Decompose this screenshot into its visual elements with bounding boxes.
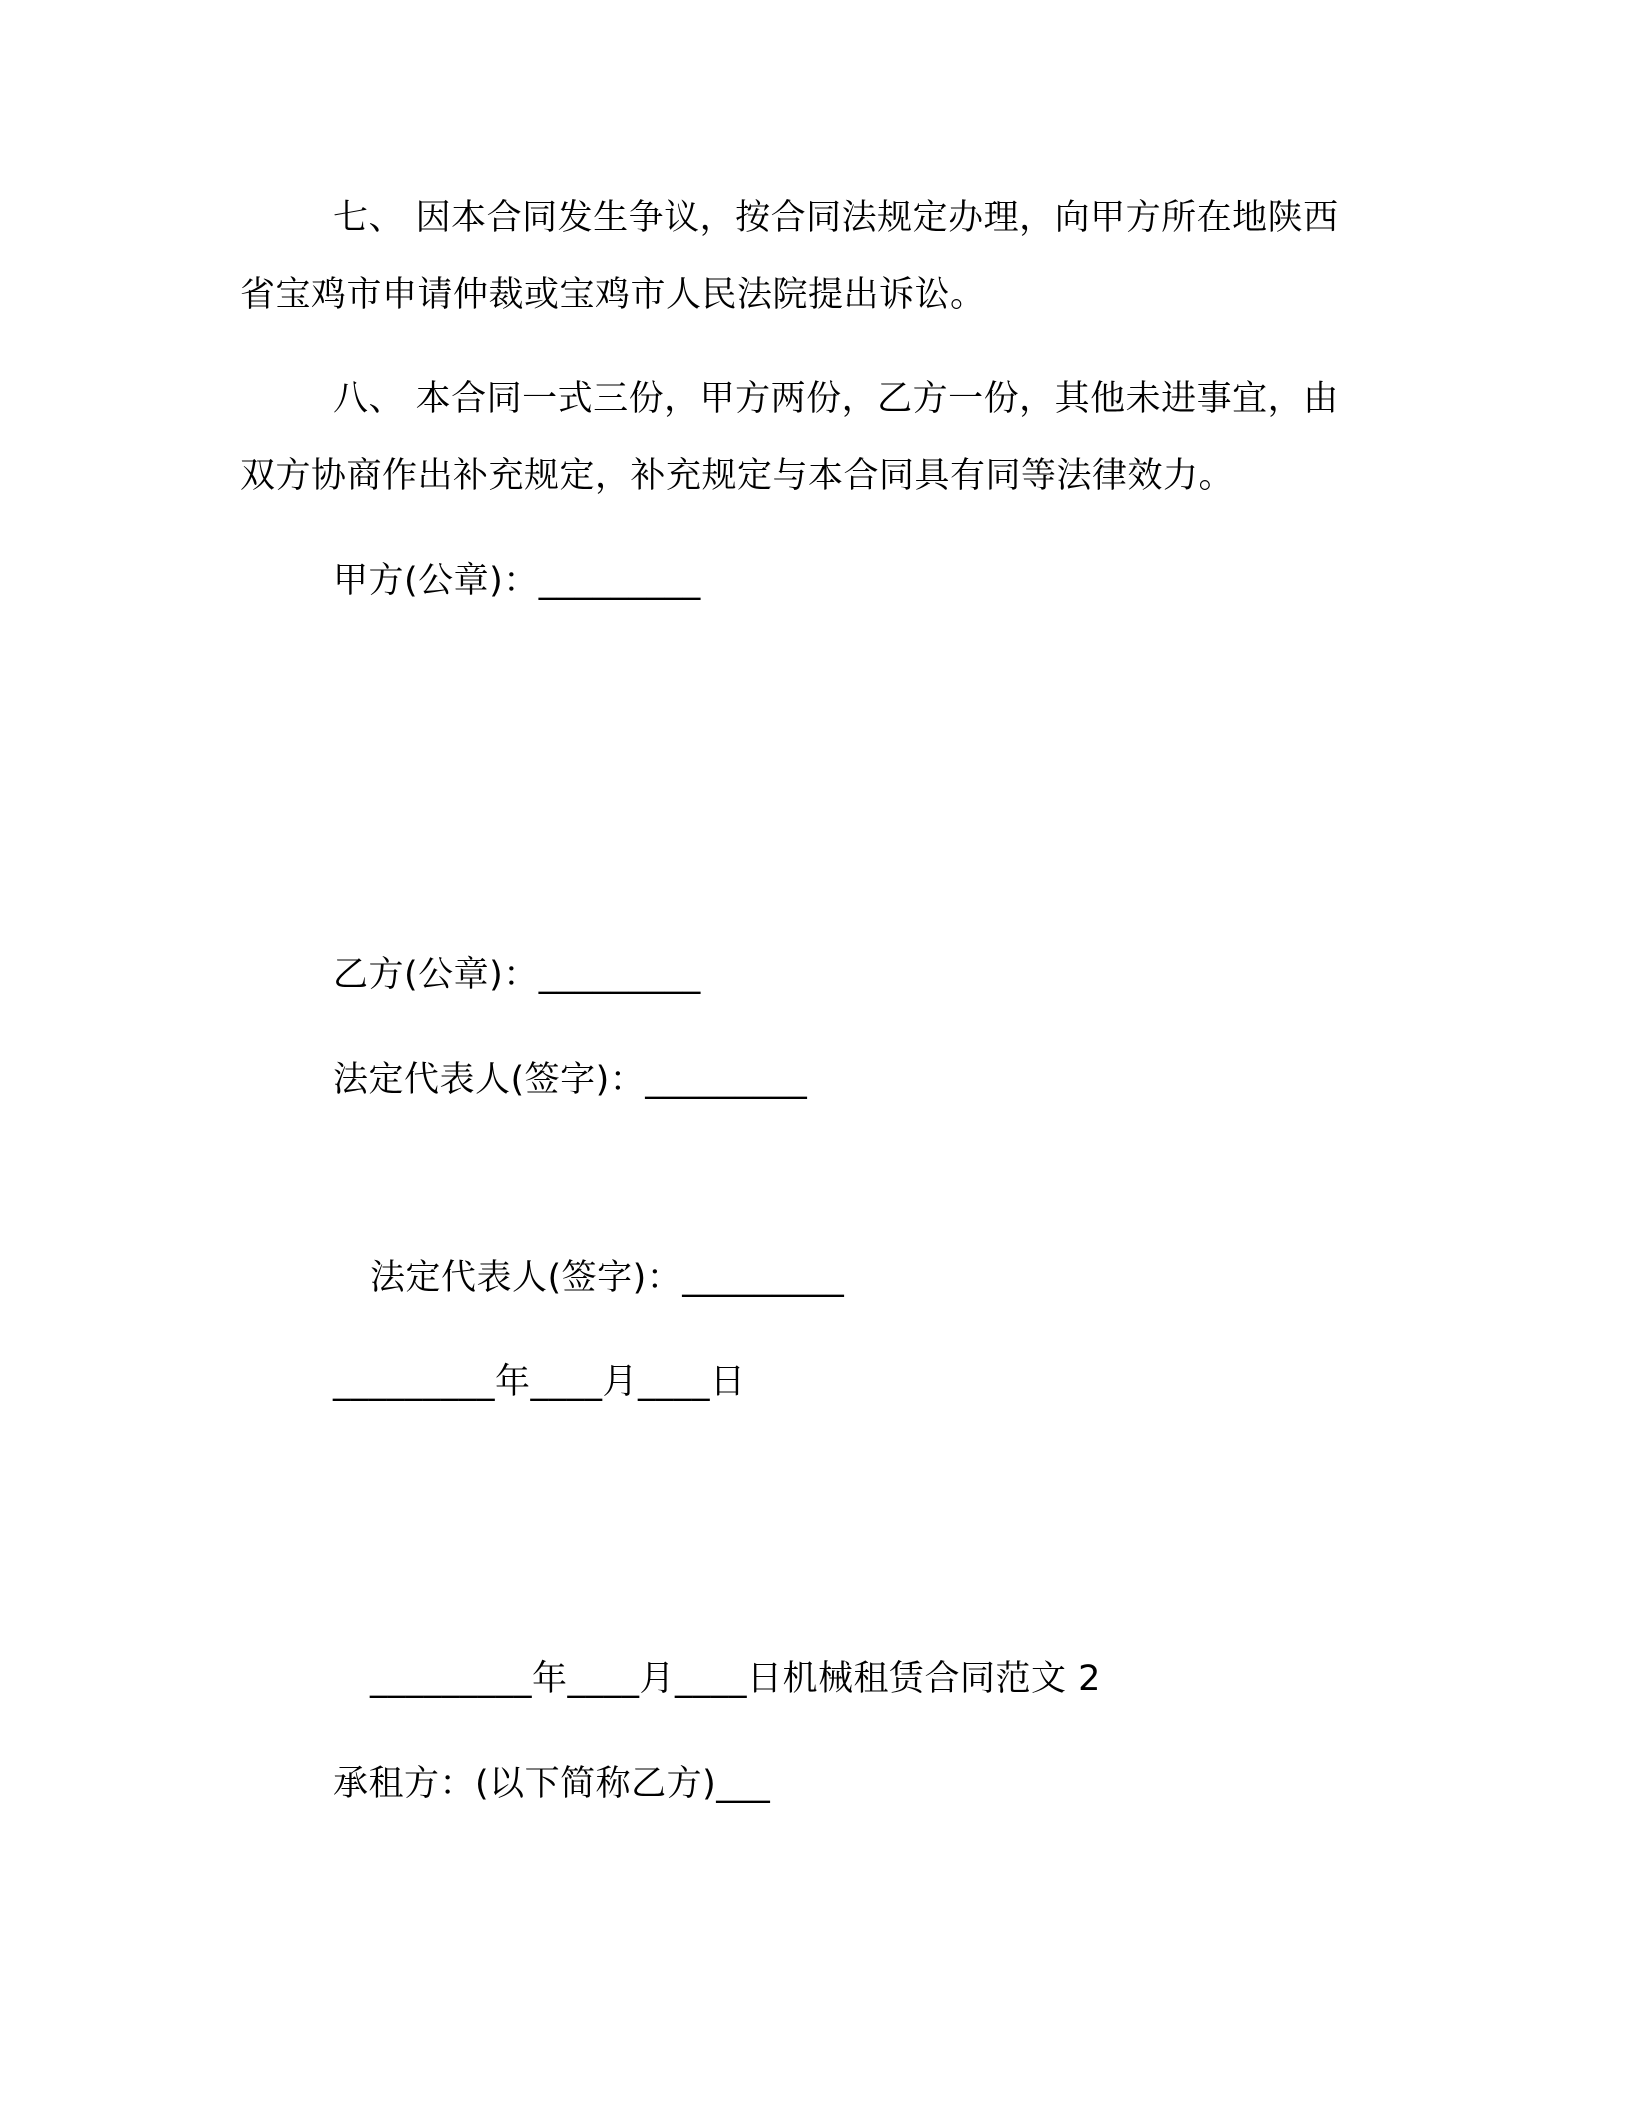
clause-8-line-2: 双方协商作出补充规定，补充规定与本合同具有同等法律效力。 — [240, 456, 1235, 496]
clause-8-line-1: 八、 本合同一式三份，甲方两份，乙方一份，其他未进事宜，由 — [333, 379, 1339, 419]
party-a-seal: 甲方(公章)：_________ — [333, 561, 701, 601]
lessee-line: 承租方：(以下简称乙方)___ — [333, 1764, 771, 1804]
party-b-seal: 乙方(公章)：_________ — [333, 955, 701, 995]
legal-representative-signature-2: 法定代表人(签字)：_________ — [370, 1258, 845, 1298]
clause-7-line-1: 七、 因本合同发生争议，按合同法规定办理，向甲方所在地陕西 — [333, 198, 1339, 238]
clause-7-line-2: 省宝鸡市申请仲裁或宝鸡市人民法院提出诉讼。 — [240, 275, 986, 315]
signing-date: _________年____月____日 — [333, 1362, 746, 1402]
legal-representative-signature-1: 法定代表人(签字)：_________ — [333, 1060, 808, 1100]
contract-2-title: _________年____月____日机械租赁合同范文 2 — [370, 1659, 1101, 1699]
